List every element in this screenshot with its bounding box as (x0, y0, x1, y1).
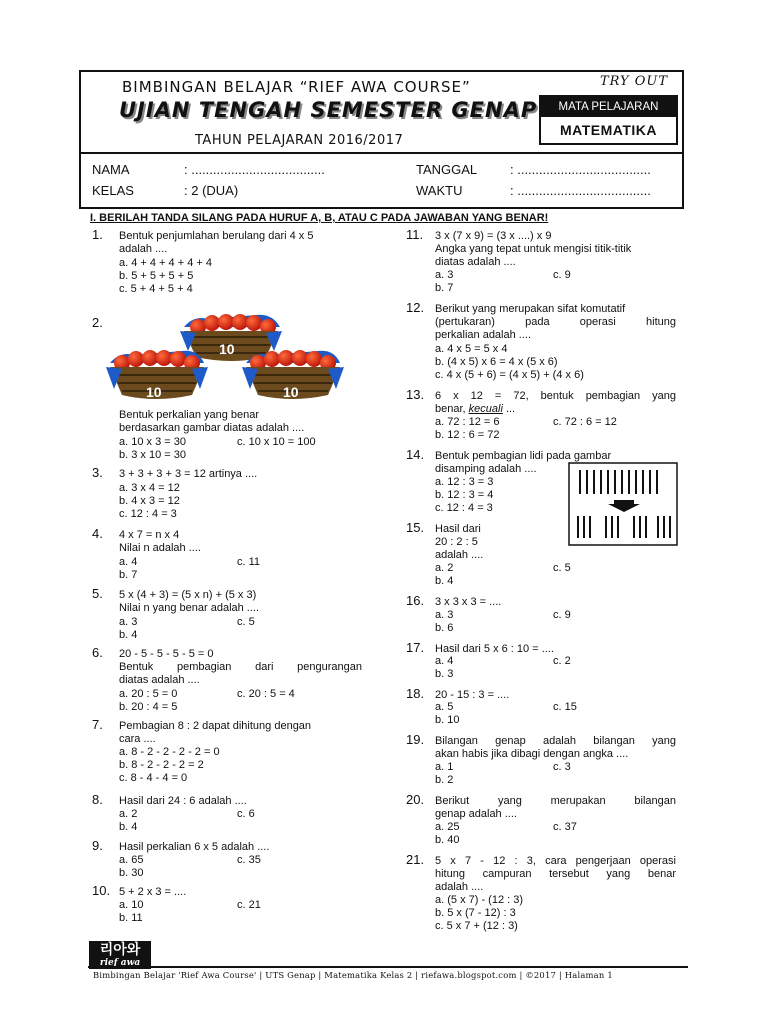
question-text: Hasil dari 24 : 6 adalah .... (119, 795, 247, 807)
basket-count-top: 10 (219, 341, 235, 357)
sticks-division-image (568, 462, 678, 546)
option-c[interactable]: c. 11 (237, 556, 261, 568)
option-c[interactable]: c. 6 (237, 808, 255, 820)
option-c[interactable]: c. 2 (553, 655, 571, 667)
question-text: Hasil dari 5 x 6 : 10 = .... (435, 643, 554, 655)
option-b[interactable]: b. 4 x 3 = 12 (119, 495, 180, 507)
footer-text: Bimbingan Belajar 'Rief Awa Course' | UTS Genap | Matematika Kelas 2 | riefawa.blogspot.com | ©2017 | Halaman 1 (93, 970, 613, 980)
option-a[interactable]: a. 4 x 5 = 5 x 4 (435, 343, 508, 355)
option-b[interactable]: b. 40 (435, 834, 460, 846)
option-c[interactable]: c. 12 : 4 = 3 (119, 508, 177, 520)
option-c[interactable]: c. 9 (553, 269, 571, 281)
question-text: 4 x 7 = n x 4 (119, 529, 180, 541)
option-c[interactable]: c. 20 : 5 = 4 (237, 688, 295, 700)
option-a[interactable]: a. 25 (435, 821, 460, 833)
question-text: cara .... (119, 733, 156, 745)
question-number: 7. (92, 717, 103, 732)
option-a[interactable]: a. 3 (435, 269, 454, 281)
option-a[interactable]: a. 8 - 2 - 2 - 2 - 2 = 0 (119, 746, 220, 758)
question-text: Pembagian 8 : 2 dapat dihitung dengan (119, 720, 312, 732)
question-text: Hasil perkalian 6 x 5 adalah .... (119, 841, 270, 853)
option-c[interactable]: c. 5 x 7 + (12 : 3) (435, 920, 518, 932)
option-b[interactable]: b. 10 (435, 714, 460, 726)
footer-divider (88, 966, 688, 968)
option-a[interactable]: a. 2 (119, 808, 138, 820)
subject-label: MATA PELAJARAN (541, 97, 676, 117)
logo-korean-text: 리아와 (99, 942, 141, 958)
field-value-kelas: : 2 (DUA) (184, 183, 239, 198)
option-c[interactable]: c. 3 (553, 761, 571, 773)
question-text: 5 x (4 + 3) = (5 x n) + (5 x 3) (119, 589, 257, 601)
option-c[interactable]: c. 5 + 4 + 5 + 4 (119, 283, 193, 295)
field-value-tanggal[interactable]: : ..................................... (510, 162, 651, 177)
option-a[interactable]: a. 1 (435, 761, 454, 773)
question-number: 8. (92, 792, 103, 807)
option-b[interactable]: b. 20 : 4 = 5 (119, 701, 178, 713)
option-b[interactable]: b. 5 + 5 + 5 + 5 (119, 270, 194, 282)
option-a[interactable]: a. 72 : 12 = 6 (435, 416, 500, 428)
option-b[interactable]: b. 11 (119, 912, 143, 924)
option-b[interactable]: b. 4 (119, 629, 138, 641)
question-text: Berikut yang merupakan sifat komutatif (435, 303, 626, 315)
option-b[interactable]: b. 30 (119, 867, 144, 879)
option-b[interactable]: b. 7 (435, 282, 454, 294)
question-text: benar, kecuali ... (435, 403, 516, 415)
question-number: 17. (406, 640, 425, 655)
field-label-waktu: WAKTU (416, 183, 463, 198)
question-number: 3. (92, 465, 103, 480)
question-text: Bilangan genap adalah bilangan yang (435, 735, 676, 747)
question-text: 5 x 7 - 12 : 3, cara pengerjaan operasi (435, 855, 676, 867)
question-number: 11. (406, 227, 424, 242)
exam-title: UJIAN TENGAH SEMESTER GENAP (119, 98, 538, 122)
question-text: 20 - 15 : 3 = .... (435, 689, 510, 701)
question-text: Berikut yang merupakan bilangan (435, 795, 676, 807)
option-b[interactable]: b. 6 (435, 622, 454, 634)
question-text: 3 x (7 x 9) = (3 x ....) x 9 (435, 230, 552, 242)
option-c[interactable]: c. 8 - 4 - 4 = 0 (119, 772, 188, 784)
field-label-kelas: KELAS (92, 183, 134, 198)
question-number: 14. (406, 447, 425, 462)
option-b[interactable]: b. 4 (435, 575, 454, 587)
question-text: 6 x 12 = 72, bentuk pembagian yang (435, 390, 676, 402)
question-text: 5 + 2 x 3 = .... (119, 886, 187, 898)
option-c[interactable]: c. 72 : 6 = 12 (553, 416, 617, 428)
question-number: 9. (92, 838, 103, 853)
option-a[interactable]: a. 5 (435, 701, 454, 713)
option-c[interactable]: c. 35 (237, 854, 261, 866)
school-year: TAHUN PELAJARAN 2016/2017 (195, 133, 404, 148)
field-value-nama[interactable]: : ..................................... (184, 162, 325, 177)
option-b[interactable]: b. 2 (435, 774, 454, 786)
question-text: Bentuk pembagian lidi pada gambar (435, 450, 612, 462)
question-text: 3 + 3 + 3 + 3 = 12 artinya .... (119, 468, 258, 480)
option-c[interactable]: c. 5 (553, 562, 571, 574)
option-c[interactable]: c. 37 (553, 821, 577, 833)
question-text: diatas adalah .... (435, 256, 516, 268)
question-number: 19. (406, 732, 425, 747)
option-c[interactable]: c. 4 x (5 + 6) = (4 x 5) + (4 x 6) (435, 369, 584, 381)
question-text: hitung campuran tersebut yang benar (435, 868, 676, 880)
question-text: adalah .... (119, 243, 168, 255)
option-a[interactable]: a. 10 x 3 = 30 (119, 436, 186, 448)
basket-count-right: 10 (283, 384, 299, 400)
option-b[interactable]: b. 5 x (7 - 12) : 3 (435, 907, 516, 919)
question-number: 4. (92, 526, 103, 541)
option-a[interactable]: a. 4 + 4 + 4 + 4 + 4 (119, 257, 212, 269)
option-c[interactable]: c. 10 x 10 = 100 (237, 436, 316, 448)
option-a[interactable]: a. (5 x 7) - (12 : 3) (435, 894, 524, 906)
question-text: disamping adalah .... (435, 463, 537, 475)
question-text: Angka yang tepat untuk mengisi titik-titik (435, 243, 632, 255)
option-a[interactable]: a. 20 : 5 = 0 (119, 688, 178, 700)
option-b[interactable]: b. (4 x 5) x 6 = 4 x (5 x 6) (435, 356, 558, 368)
option-b[interactable]: b. 8 - 2 - 2 - 2 = 2 (119, 759, 204, 771)
question-text: Hasil dari (435, 523, 481, 535)
question-text: adalah .... (435, 881, 484, 893)
basket-count-left: 10 (146, 384, 162, 400)
subject-value: MATEMATIKA (559, 122, 658, 138)
question-text: berdasarkan gambar diatas adalah .... (119, 422, 305, 434)
question-number: 18. (406, 686, 425, 701)
question-number: 20. (406, 792, 425, 807)
question-text: genap adalah .... (435, 808, 517, 820)
question-text: 20 - 5 - 5 - 5 - 5 = 0 (119, 648, 214, 660)
option-a[interactable]: a. 3 x 4 = 12 (119, 482, 180, 494)
logo-latin-text: rief awa (99, 958, 141, 968)
rief-awa-logo (89, 941, 151, 969)
question-text: 3 x 3 x 3 = .... (435, 596, 502, 608)
option-b[interactable]: b. 7 (119, 569, 138, 581)
field-label-tanggal: TANGGAL (416, 162, 478, 177)
question-text: Bentuk penjumlahan berulang dari 4 x 5 (119, 230, 314, 242)
option-a[interactable]: a. 2 (435, 562, 454, 574)
option-a[interactable]: a. 3 (119, 616, 138, 628)
try-out-label: TRY OUT (600, 74, 669, 89)
question-number: 21. (406, 852, 425, 867)
instruction: I. BERILAH TANDA SILANG PADA HURUF A, B, ATAU C PADA JAWABAN YANG BENAR! (90, 212, 549, 224)
option-a[interactable]: a. 12 : 3 = 3 (435, 476, 494, 488)
option-c[interactable]: c. 5 (237, 616, 255, 628)
option-c[interactable]: c. 15 (553, 701, 577, 713)
question-text: (pertukaran) pada operasi hitung (435, 316, 676, 328)
question-text: Bentuk perkalian yang benar (119, 409, 260, 421)
option-a[interactable]: a. 4 (119, 556, 138, 568)
option-a[interactable]: a. 3 (435, 609, 454, 621)
option-b[interactable]: b. 3 (435, 668, 454, 680)
question-text: diatas adalah .... (119, 674, 200, 686)
field-label-nama: NAMA (92, 162, 130, 177)
brand-title: BIMBINGAN BELAJAR “RIEF AWA COURSE” (122, 78, 471, 96)
question-text: Nilai n adalah .... (119, 542, 201, 554)
question-number: 13. (406, 387, 425, 402)
question-number: 6. (92, 645, 103, 660)
question-text: adalah .... (435, 549, 484, 561)
question-text: Nilai n yang benar adalah .... (119, 602, 260, 614)
question-number: 15. (406, 520, 425, 535)
option-b[interactable]: b. 4 (119, 821, 138, 833)
question-text: perkalian adalah .... (435, 329, 532, 341)
question-number: 12. (406, 300, 425, 315)
header-divider (79, 152, 684, 154)
emphasis-kecuali: kecuali (468, 403, 503, 415)
option-a[interactable]: a. 10 (119, 899, 144, 911)
option-c[interactable]: c. 21 (237, 899, 261, 911)
question-text: Bentuk pembagian dari pengurangan (119, 661, 362, 673)
option-c[interactable]: c. 9 (553, 609, 571, 621)
field-value-waktu[interactable]: : ..................................... (510, 183, 651, 198)
option-b[interactable]: b. 12 : 3 = 4 (435, 489, 494, 501)
question-text: 20 : 2 : 5 (435, 536, 478, 548)
option-b[interactable]: b. 3 x 10 = 30 (119, 449, 186, 461)
question-number: 10. (92, 883, 111, 898)
question-number: 16. (406, 593, 425, 608)
option-b[interactable]: b. 12 : 6 = 72 (435, 429, 500, 441)
question-number: 2. (92, 315, 103, 330)
option-c[interactable]: c. 12 : 4 = 3 (435, 502, 493, 514)
question-number: 5. (92, 586, 103, 601)
option-a[interactable]: a. 4 (435, 655, 454, 667)
option-a[interactable]: a. 65 (119, 854, 144, 866)
question-text: akan habis jika dibagi dengan angka .... (435, 748, 629, 760)
question-number: 1. (92, 227, 103, 242)
